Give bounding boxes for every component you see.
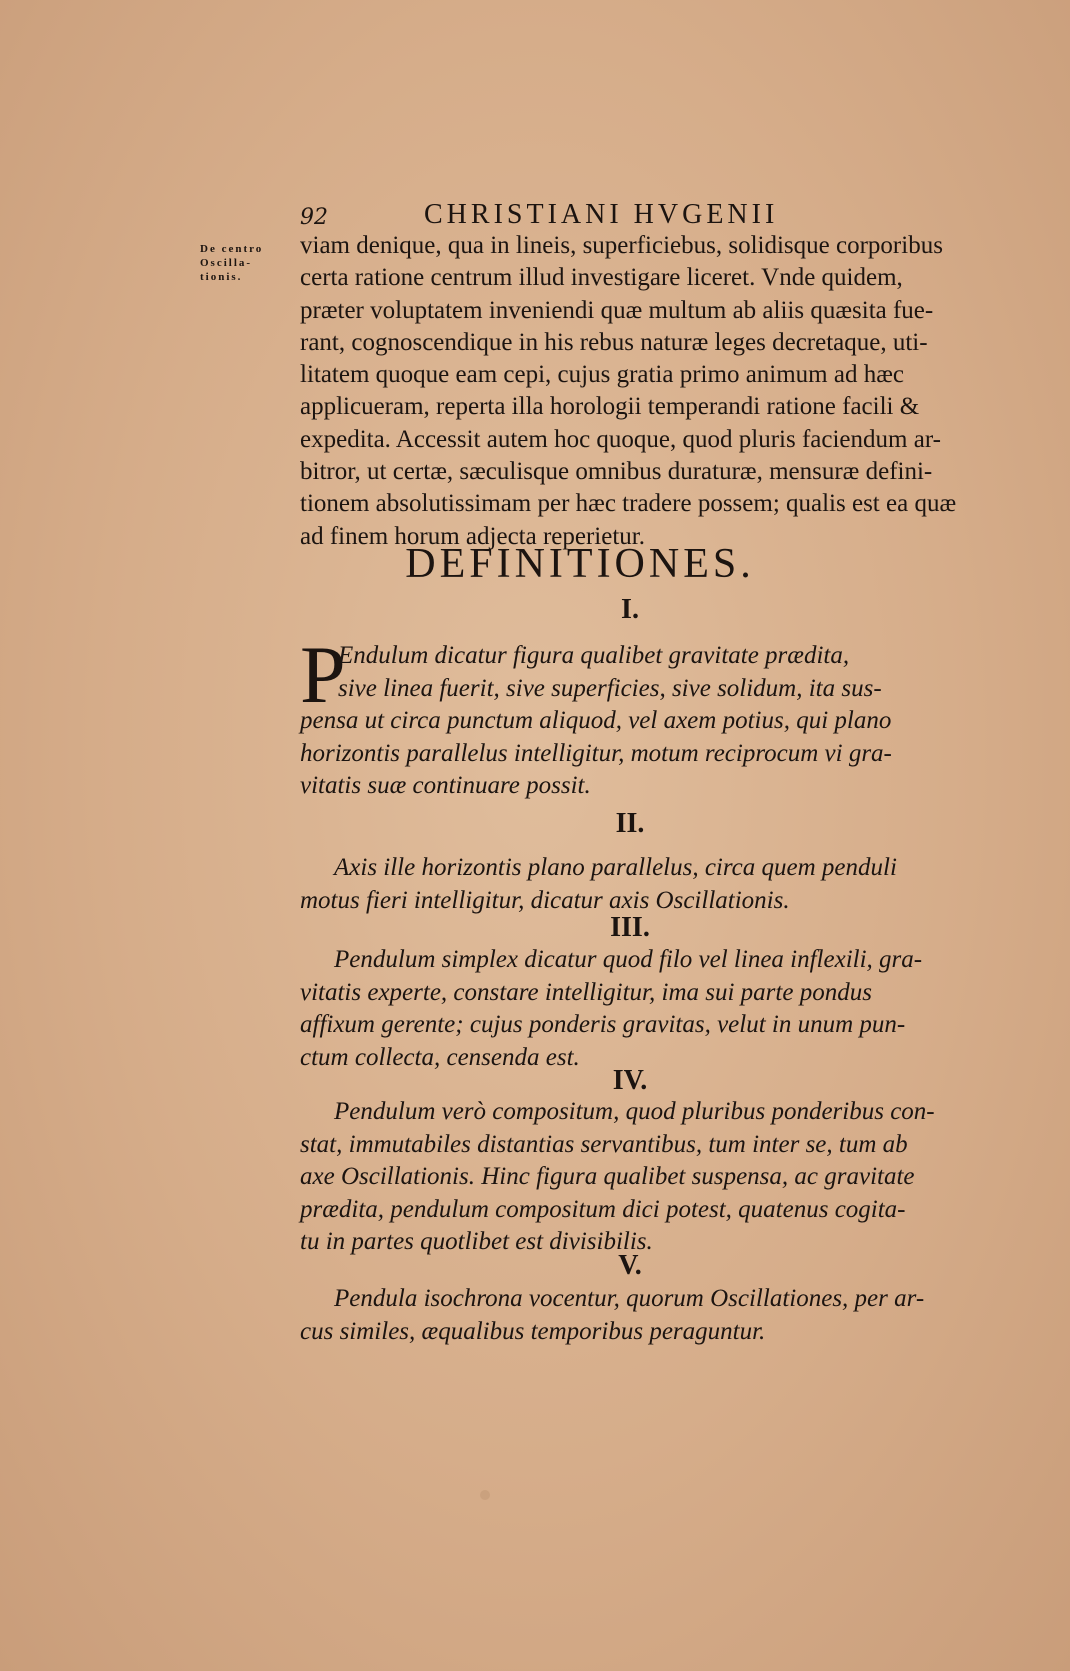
margin-note-line: De centro [200, 243, 264, 255]
text-line: ctum collecta, censenda est. [300, 1043, 580, 1071]
definition-numeral: III. [610, 912, 650, 943]
text-line: Pendula isochrona vocentur, quorum Oscillationes, per ar- [334, 1285, 925, 1312]
text-line: affixum gerente; cujus ponderis gravitas, velut in unum pun- [300, 1011, 906, 1038]
definition-numeral: IV. [612, 1065, 648, 1096]
text-line: sive linea fuerit, sive superficies, sive solidum, ita sus- [338, 674, 882, 702]
text-line: pensa ut circa punctum aliquod, vel axem potius, qui plano [300, 707, 892, 734]
text-line: Endulum dicatur figura qualibet gravitate prædita, [338, 642, 850, 669]
text-line: prædita, pendulum compositum dici potest, quatenus cogita- [300, 1195, 906, 1223]
text-line: Axis ille horizontis plano parallelus, circa quem penduli [334, 854, 897, 881]
text-line: rant, cognoscendique in his rebus naturæ leges decretaque, uti- [300, 328, 928, 356]
margin-note-line: tionis. [200, 271, 243, 283]
margin-note-line: Oscilla- [200, 257, 253, 269]
definition-2 [300, 852, 960, 917]
text-line: tu in partes quotlibet est divisibilis. [300, 1228, 653, 1255]
text-line: stat, immutabiles distantias servantibus, tum inter se, tum ab [300, 1130, 908, 1158]
text-line: applicueram, reperta illa horologii temperandi ratione facili & [300, 393, 920, 421]
definition-1 [300, 629, 960, 803]
ink-spot [480, 1490, 490, 1500]
definition-numeral: I. [621, 594, 639, 625]
text-line: axe Oscillationis. Hinc figura qualibet suspensa, ac gravitate [300, 1163, 915, 1190]
text-line: bitror, ut certæ, sæculisque omnibus duraturæ, mensuræ defini- [300, 458, 933, 486]
drop-cap: P [300, 629, 346, 720]
definition-numeral: V. [618, 1250, 642, 1281]
text-line: cus similes, æqualibus temporibus peraguntur. [300, 1317, 766, 1345]
text-line: Pendulum simplex dicatur quod filo vel linea inflexili, gra- [334, 946, 923, 973]
definition-5 [300, 1283, 960, 1348]
text-line: ad finem horum adjecta reperietur. [300, 522, 645, 550]
text-line: litatem quoque eam cepi, cujus gratia primo animum ad hæc [300, 361, 904, 389]
margin-note [200, 242, 290, 284]
definition-3 [300, 944, 960, 1074]
text-line: motus fieri intelligitur, dicatur axis Oscillationis. [300, 886, 790, 914]
text-line: vitatis suæ continuare possit. [300, 772, 591, 799]
text-line: Pendulum verò compositum, quod pluribus ponderibus con- [334, 1098, 935, 1125]
page-number: 92 [300, 205, 328, 230]
text-line: horizontis parallelus intelligitur, motum reciprocum vi gra- [300, 739, 892, 767]
definition-4 [300, 1096, 960, 1259]
running-head: CHRISTIANI HVGENII [424, 199, 779, 230]
text-line: expedita. Accessit autem hoc quoque, quod pluris faciendum ar- [300, 425, 941, 453]
text-line: tionem absolutissimam per hæc tradere possem; qualis est ea quæ [300, 490, 957, 518]
definition-numeral: II. [615, 808, 645, 839]
text-line: viam denique, qua in lineis, superficiebus, solidisque corporibus [300, 232, 943, 259]
section-heading: DEFINITIONES. [405, 541, 755, 587]
text-line: vitatis experte, constare intelligitur, ima sui parte pondus [300, 978, 872, 1006]
text-line: certa ratione centrum illud investigare liceret. Vnde quidem, [300, 264, 903, 292]
intro-paragraph [300, 230, 957, 553]
text-line: præter voluptatem inveniendi quæ multum ab aliis quæsita fue- [300, 296, 934, 324]
